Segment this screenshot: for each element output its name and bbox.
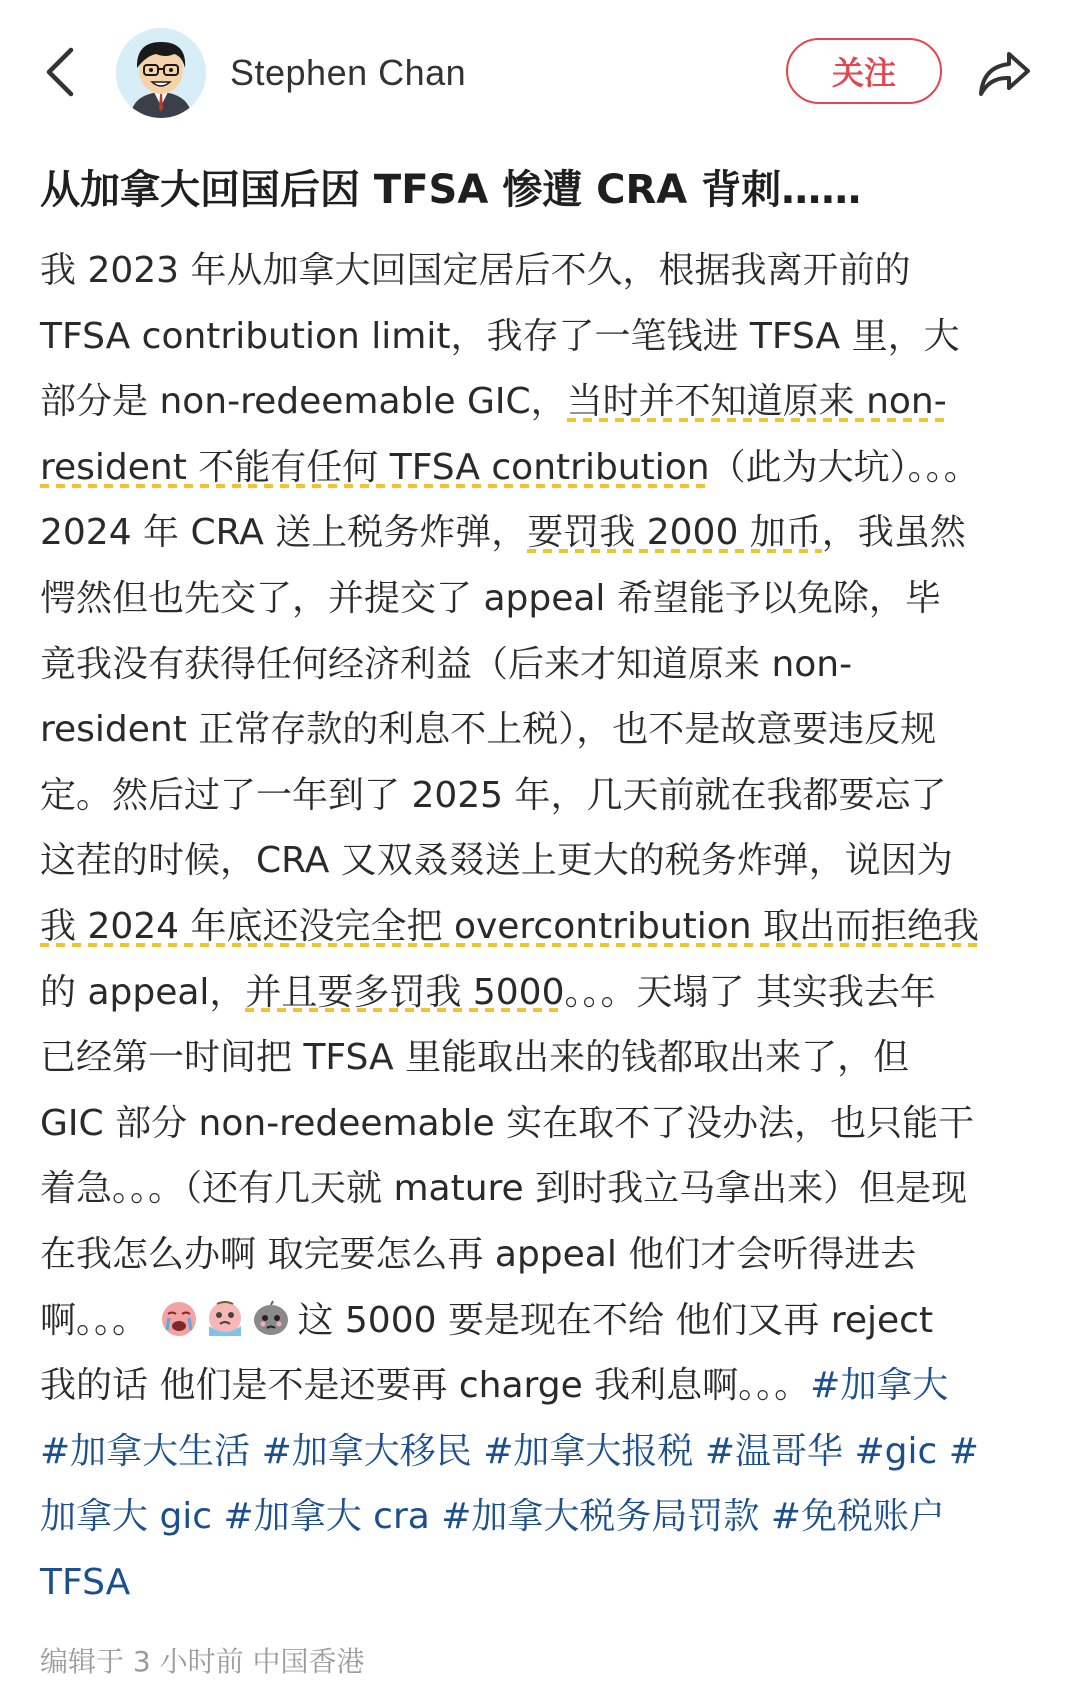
tearful-face-icon [205,1294,245,1334]
body-text: ，我虽然 [821,512,966,554]
hashtag-link[interactable]: #加拿大生活 [40,1430,251,1472]
back-button[interactable] [40,42,80,102]
body-text: 。。。天塌了 其实我去年 [564,971,936,1013]
hashtag-link[interactable]: #加拿大报税 [483,1430,694,1472]
hashtag-link[interactable]: #免税账户 [770,1496,946,1538]
post-body-line [40,1025,1050,1091]
hashtag-link[interactable]: #温哥华 [704,1430,844,1472]
hashtag-link[interactable]: #加拿大 cra [223,1496,430,1538]
body-text [693,1431,704,1472]
highlighted-text: 我 2024 年底还没完全把 overcontribution 取出而拒绝我 [40,906,979,951]
post-body-line [40,894,1050,960]
post-body-line [40,1419,1050,1485]
post-body-line [40,697,1050,763]
share-button[interactable] [972,42,1036,106]
body-text: GIC 部分 non-redeemable 实在取不了没办法，也只能干 [40,1102,975,1144]
hashtag-link[interactable]: #gic [854,1430,938,1472]
post-body-line [40,1091,1050,1157]
avatar[interactable] [116,28,206,118]
post-body-line [40,828,1050,894]
post-body-line [40,1353,1050,1419]
body-text: 定。然后过了一年到了 2025 年，几天前就在我都要忘了 [40,774,947,816]
body-text [843,1431,854,1472]
body-text [212,1496,223,1537]
body-text: 在我怎么办啊 取完要怎么再 appeal 他们才会听得进去 [40,1233,917,1275]
body-text: （此为大坑）。。。 [709,446,980,488]
post-title: 从加拿大回国后因 TFSA 惨遭 CRA 背刺…… [40,167,862,213]
hashtag-link[interactable]: 加拿大 gic [40,1496,213,1538]
body-text [937,1431,948,1472]
body-text: 啊。。。 [40,1299,160,1341]
post-body-line [40,304,1050,370]
highlighted-text: resident 不能有任何 TFSA contribution [40,447,710,492]
hashtag-link[interactable]: # [948,1430,979,1472]
post-body-line [40,1222,1050,1288]
body-text: 我的话 他们是不是还要再 charge 我利息啊。。。 [40,1365,811,1407]
body-text: 部分是 non-redeemable GIC， [40,381,567,423]
body-text: 的 appeal， [40,971,246,1013]
post-body-line [40,435,1050,501]
post-body-line [40,960,1050,1026]
post-body-line [40,1550,1050,1616]
follow-button[interactable]: 关注 [786,38,942,104]
body-text [759,1496,770,1537]
post-body-line [40,500,1050,566]
body-text: 着急。。。（还有几天就 mature 到时我立马拿出来）但是现 [40,1168,968,1210]
body-text: 已经第一时间把 TFSA 里能取出来的钱都取出来了，但 [40,1037,910,1079]
username[interactable]: Stephen Chan [230,52,467,93]
post-header [0,0,1080,150]
hashtag-link[interactable]: #加拿大移民 [261,1430,472,1472]
post-body-line [40,566,1050,632]
post-body-line [40,632,1050,698]
highlighted-text: 要罚我 2000 加币 [527,512,822,557]
post-body [40,238,1050,1615]
body-text: 我 2023 年从加拿大回国定居后不久，根据我离开前的 [40,250,911,291]
body-text: TFSA contribution limit，我存了一笔钱进 TFSA 里，大 [40,315,960,357]
body-text: resident 正常存款的利息不上税），也不是故意要违反规 [40,709,937,751]
post-body-line [40,1156,1050,1222]
hashtag-link[interactable]: TFSA [40,1561,131,1603]
body-text [250,1431,261,1472]
crying-face-icon [159,1294,199,1334]
body-text: 竟我没有获得任何经济利益（后来才知道原来 non- [40,643,853,685]
highlighted-text: 当时并不知道原来 non- [567,381,947,426]
post-body-line [40,763,1050,829]
chevron-left-icon [45,46,75,98]
body-text [472,1431,483,1472]
post-meta: 编辑于 3 小时前 中国香港 [40,1645,365,1678]
post-body-line [40,1288,1050,1354]
body-text: 2024 年 CRA 送上税务炸弹， [40,512,528,554]
sad-stone-face-icon [251,1294,291,1334]
hashtag-link[interactable]: #加拿大 [810,1365,949,1407]
highlighted-text: 并且要多罚我 5000 [245,972,564,1017]
share-arrow-icon [976,49,1032,99]
body-text: 这茬的时候，CRA 又双叒叕送上更大的税务炸弹，说因为 [40,840,953,882]
body-text: 这 5000 要是现在不给 他们又再 reject [297,1299,934,1341]
body-text: 愕然但也先交了，并提交了 appeal 希望能予以免除，毕 [40,577,941,619]
post-body-line [40,1484,1050,1550]
post-body-line [40,238,1050,304]
body-text [430,1496,441,1537]
hashtag-link[interactable]: #加拿大税务局罚款 [441,1496,760,1538]
post-body-line [40,369,1050,435]
